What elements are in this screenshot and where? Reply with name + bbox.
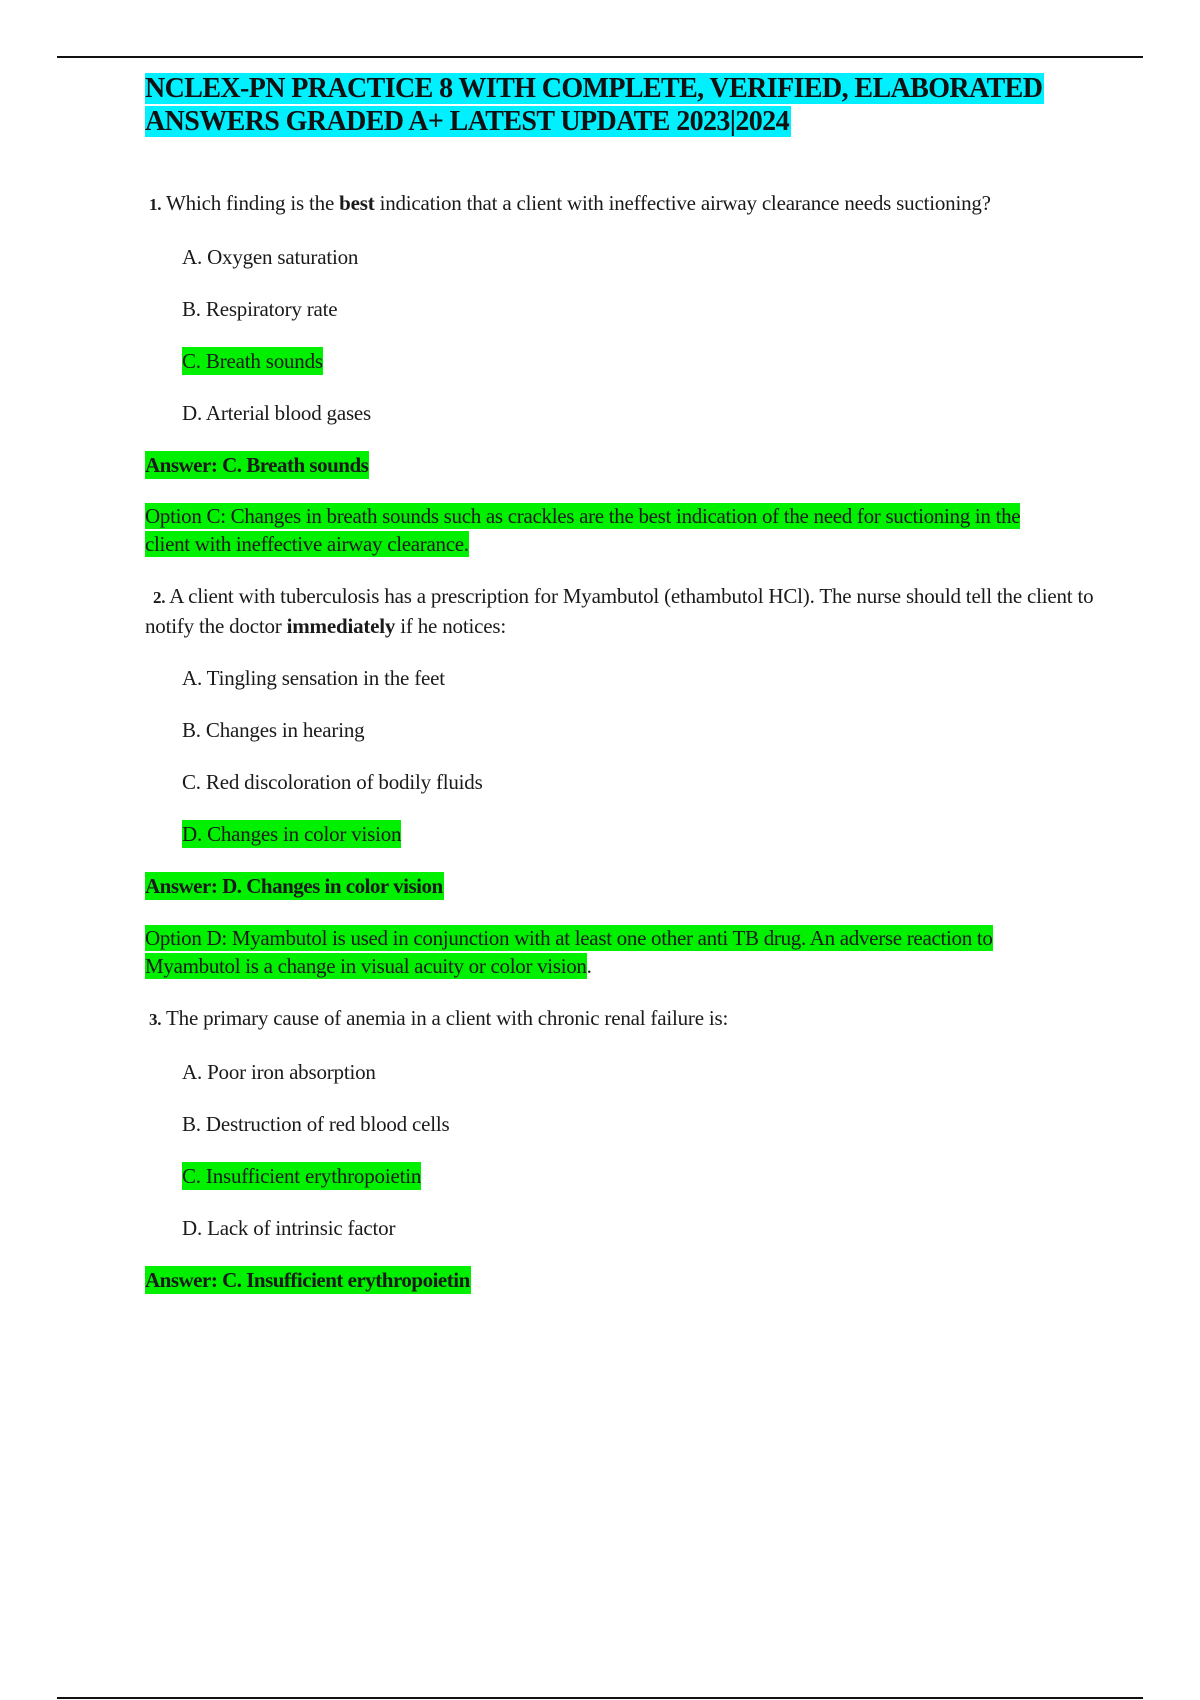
answer-line: Answer: D. Changes in color vision bbox=[145, 874, 443, 898]
explanation: Option D: Myambutol is used in conjunction with at least one other anti TB drug. An adverse reaction to Myambutol is a change in visual acuity or color vision. bbox=[145, 926, 993, 978]
question-number: 2. bbox=[153, 588, 166, 607]
option-c: C. Red discoloration of bodily fluids bbox=[182, 770, 483, 794]
document-title bbox=[145, 72, 1095, 138]
option-c-correct: C. Breath sounds bbox=[182, 349, 323, 373]
question-3 bbox=[145, 1004, 1095, 1294]
option-c-correct: C. Insufficient erythropoietin bbox=[182, 1164, 422, 1188]
question-text: 1. Which finding is the best indication that a client with ineffective airway clearance needs suctioning? bbox=[149, 191, 991, 215]
option-b: B. Destruction of red blood cells bbox=[182, 1112, 450, 1136]
option-d: D. Arterial blood gases bbox=[182, 401, 372, 425]
option-b: B. Changes in hearing bbox=[182, 718, 365, 742]
top-rule bbox=[57, 56, 1143, 58]
question-1 bbox=[145, 189, 1095, 558]
document-page bbox=[145, 72, 1095, 1294]
option-a: A. Poor iron absorption bbox=[182, 1060, 376, 1084]
question-number: 3. bbox=[149, 1010, 162, 1029]
answer-line: Answer: C. Insufficient erythropoietin bbox=[145, 1268, 470, 1292]
explanation: Option C: Changes in breath sounds such as crackles are the best indication of the need for suctioning in the client with ineffective airway clearance. bbox=[145, 504, 1021, 556]
title-line-1: NCLEX-PN PRACTICE 8 WITH COMPLETE, VERIFIED, ELABORATED bbox=[145, 73, 1043, 104]
question-text: 2. A client with tuberculosis has a prescription for Myambutol (ethambutol HCl). The nurse should tell the client to notify the doctor immediately if he notices: bbox=[145, 584, 1094, 638]
option-a: A. Tingling sensation in the feet bbox=[182, 666, 445, 690]
title-line-2: ANSWERS GRADED A+ LATEST UPDATE 2023|2024 bbox=[145, 106, 789, 137]
option-d: D. Lack of intrinsic factor bbox=[182, 1216, 396, 1240]
option-a: A. Oxygen saturation bbox=[182, 245, 359, 269]
option-b: B. Respiratory rate bbox=[182, 297, 338, 321]
question-number: 1. bbox=[149, 195, 162, 214]
answer-line: Answer: C. Breath sounds bbox=[145, 453, 369, 477]
bottom-rule bbox=[57, 1697, 1143, 1699]
question-text: 3. The primary cause of anemia in a client with chronic renal failure is: bbox=[149, 1006, 729, 1030]
option-d-correct: D. Changes in color vision bbox=[182, 822, 402, 846]
question-2 bbox=[145, 582, 1095, 980]
